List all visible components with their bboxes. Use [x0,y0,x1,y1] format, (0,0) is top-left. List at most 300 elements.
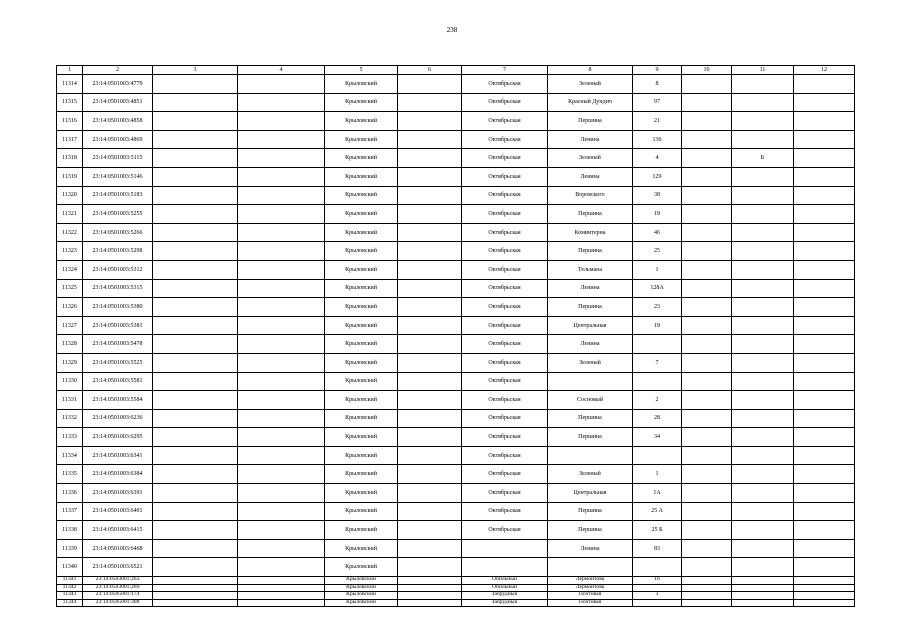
table-cell: 25 [633,242,682,261]
table-cell: 23:14:0501003:6341 [83,446,153,465]
table-cell: Сосновый [548,391,633,410]
table-cell: Октябрьская [462,186,548,205]
table-cell: 34 [633,428,682,447]
column-header: 10 [682,66,732,75]
table-cell [153,353,238,372]
table-cell [153,316,238,335]
table-cell: Октябрьская [462,428,548,447]
table-cell: 11320 [57,186,83,205]
table-cell [398,167,462,186]
table-cell: 23:14:0501003:5298 [83,242,153,261]
table-cell [794,502,855,521]
table-cell [682,93,732,112]
table-cell [238,558,325,577]
table-cell: 11314 [57,75,83,94]
table-cell [398,592,462,600]
table-cell: 25 Б [633,521,682,540]
table-cell [732,599,794,607]
table-cell: 23:14:0501003:6295 [83,428,153,447]
table-cell: 11333 [57,428,83,447]
table-cell [732,428,794,447]
table-cell [398,558,462,577]
table-cell [398,372,462,391]
table-cell [548,446,633,465]
table-row [57,577,855,585]
table-cell: 11321 [57,205,83,224]
table-cell: 38 [633,186,682,205]
table-cell: Октябрьская [462,93,548,112]
table-cell [794,584,855,592]
table-cell: 11319 [57,167,83,186]
table-cell: Октябрьская [462,130,548,149]
table-cell [682,584,732,592]
table-cell [732,577,794,585]
table-cell: Крыловский [325,205,398,224]
table-cell: Крыловский [325,558,398,577]
table-cell [153,521,238,540]
table-cell: Центральная [548,316,633,335]
table-cell [153,205,238,224]
table-cell [153,502,238,521]
column-header: 3 [153,66,238,75]
table-cell: Лермонтова [548,577,633,585]
table-cell: Октябрьская [462,316,548,335]
table-row [57,484,855,503]
table-cell [153,75,238,94]
table-cell: 11338 [57,521,83,540]
table-cell: Запрудный [462,592,548,600]
table-row [57,521,855,540]
table-cell: 23:14:0501003:4851 [83,93,153,112]
table-cell [732,592,794,600]
table-cell [682,279,732,298]
table-cell: Крыловский [325,112,398,131]
table-cell [153,130,238,149]
table-cell: 19 [633,316,682,335]
table-cell: Воровского [548,186,633,205]
table-cell [732,465,794,484]
table-cell [153,242,238,261]
table-cell [238,391,325,410]
table-cell: 19 [633,205,682,224]
table-cell [398,242,462,261]
table-cell [794,279,855,298]
table-cell: Крыловский [325,316,398,335]
table-cell [732,112,794,131]
table-cell [153,584,238,592]
table-cell: 23:14:0503001:269 [83,584,153,592]
table-cell [633,599,682,607]
table-cell: Ленина [548,539,633,558]
table-cell [732,446,794,465]
table-cell: 11329 [57,353,83,372]
table-cell: 11315 [57,93,83,112]
table-cell [633,335,682,354]
table-cell [398,279,462,298]
table-cell [398,391,462,410]
table-cell: 23 [633,298,682,317]
table-cell: Першина [548,298,633,317]
table-cell [682,465,732,484]
table-cell [794,260,855,279]
table-cell [238,446,325,465]
table-cell [153,372,238,391]
table-cell [682,316,732,335]
table-cell: 11336 [57,484,83,503]
table-cell: Крыловский [325,223,398,242]
table-row [57,353,855,372]
table-cell: 11318 [57,149,83,168]
table-cell [153,223,238,242]
table-cell: Запрудный [462,599,548,607]
table-cell: 4 [633,149,682,168]
table-cell [732,353,794,372]
table-cell: Крыловский [325,584,398,592]
table-cell [153,298,238,317]
table-row [57,372,855,391]
table-cell: Крыловский [325,502,398,521]
table-cell: Октябрьская [462,335,548,354]
table-cell: Ленина [548,279,633,298]
table-cell: 11325 [57,279,83,298]
table-cell: 23:14:0501003:5255 [83,205,153,224]
table-cell [682,149,732,168]
table-cell [398,186,462,205]
table-cell [682,260,732,279]
table-cell [398,335,462,354]
table-row [57,599,855,607]
table-cell: 21 [633,112,682,131]
table-cell: 11339 [57,539,83,558]
table-cell [682,186,732,205]
table-cell [238,465,325,484]
table-cell [398,465,462,484]
table-cell: Ленина [548,130,633,149]
table-cell [794,391,855,410]
table-cell: Октябрьская [462,149,548,168]
table-cell [732,205,794,224]
table-cell [238,539,325,558]
table-cell: Октябрьская [462,353,548,372]
table-cell: Крыловский [325,599,398,607]
table-cell [794,446,855,465]
table-cell [732,391,794,410]
table-cell [238,298,325,317]
table-row [57,130,855,149]
table-cell: Октябрьская [462,279,548,298]
table-cell [153,167,238,186]
table-cell [732,558,794,577]
table-cell [794,75,855,94]
table-cell: 130 [633,130,682,149]
table-cell: Крыловский [325,167,398,186]
table-cell [794,599,855,607]
table-cell [153,335,238,354]
table-cell: 23:14:0501003:4869 [83,130,153,149]
table-cell: 23:14:0501003:6468 [83,539,153,558]
table-cell [794,112,855,131]
table-cell [682,353,732,372]
table-cell [682,298,732,317]
table-cell: Крыловский [325,446,398,465]
table-cell [682,372,732,391]
table-row [57,242,855,261]
table-cell: 16 [633,577,682,585]
table-cell [732,167,794,186]
table-cell: 23:14:0501003:5146 [83,167,153,186]
table-cell [238,167,325,186]
table-cell: Зеленый [548,353,633,372]
table-cell: Крыловский [325,592,398,600]
table-cell [682,599,732,607]
table-cell [398,149,462,168]
table-cell [238,521,325,540]
table-cell [794,428,855,447]
table-cell: Октябрьская [462,112,548,131]
table-cell: 11324 [57,260,83,279]
table-cell: Октябрьская [462,446,548,465]
table-cell: 11337 [57,502,83,521]
table-cell [238,242,325,261]
table-row [57,391,855,410]
table-cell: Крыловский [325,539,398,558]
table-cell: 23:14:0501003:6415 [83,521,153,540]
table-cell [238,93,325,112]
table-cell: 23:14:0501003:6401 [83,502,153,521]
table-cell [398,316,462,335]
table-cell: Ленина [548,167,633,186]
table-cell [633,584,682,592]
table-cell [153,391,238,410]
table-cell: Октябрьская [462,465,548,484]
table-cell: 23:14:0501003:6236 [83,409,153,428]
table-cell [398,112,462,131]
table-cell: 11327 [57,316,83,335]
table-cell: Октябрьская [462,205,548,224]
table-row [57,446,855,465]
table-cell [794,130,855,149]
table-cell [398,599,462,607]
table-cell: Зеленый [548,465,633,484]
column-header: 9 [633,66,682,75]
table-row [57,558,855,577]
table-cell: Крыловский [325,149,398,168]
table-cell: Центральная [548,484,633,503]
table-cell: 25 А [633,502,682,521]
table-cell: Обильный [462,577,548,585]
table-cell [238,75,325,94]
table-cell: Ленина [548,335,633,354]
table-cell [794,298,855,317]
table-cell: 11342 [57,584,83,592]
table-cell [794,316,855,335]
table-cell: Крыловский [325,465,398,484]
table-row [57,409,855,428]
table-cell: 1 [633,260,682,279]
table-cell [398,502,462,521]
table-cell [238,279,325,298]
table-row [57,279,855,298]
table-cell: Октябрьская [462,502,548,521]
table-cell: 23:14:0501003:5525 [83,353,153,372]
table-cell [153,428,238,447]
table-cell [462,558,548,577]
page-number: 238 [446,26,458,34]
table-cell [682,409,732,428]
table-row [57,316,855,335]
table-cell [794,592,855,600]
table-cell [153,465,238,484]
table-cell [238,599,325,607]
table-cell: 11323 [57,242,83,261]
table-cell: 23:14:0501003:5115 [83,149,153,168]
table-cell: 11332 [57,409,83,428]
table-cell: Крыловский [325,279,398,298]
table-cell [794,521,855,540]
table-cell [153,539,238,558]
table-cell: Зеленый [548,75,633,94]
table-cell [732,316,794,335]
table-cell [732,279,794,298]
table-row [57,149,855,168]
table-cell: Крыловский [325,260,398,279]
table-cell [682,577,732,585]
table-cell [732,584,794,592]
table-cell [682,130,732,149]
table-cell: 1А [633,484,682,503]
table-cell [682,502,732,521]
table-cell [153,93,238,112]
table-cell: Першина [548,242,633,261]
table-cell: 2 [633,391,682,410]
table-cell [794,149,855,168]
table-cell [732,93,794,112]
table-cell: Крыловский [325,93,398,112]
table-cell: Октябрьская [462,223,548,242]
table-cell: 23:14:0501003:5584 [83,391,153,410]
table-cell [238,335,325,354]
table-cell [398,130,462,149]
table-row [57,335,855,354]
table-cell: 11343 [57,592,83,600]
table-cell [238,223,325,242]
table-cell [794,242,855,261]
register-table [56,65,855,607]
column-header: 8 [548,66,633,75]
table-cell: Крыловский [325,409,398,428]
column-header: 12 [794,66,855,75]
table-row [57,592,855,600]
table-cell [398,409,462,428]
table-cell: 23:14:0501003:5315 [83,279,153,298]
table-cell [794,372,855,391]
table-cell [732,260,794,279]
table-cell [794,539,855,558]
table-cell [794,186,855,205]
table-row [57,75,855,94]
table-cell [633,372,682,391]
table-cell [732,409,794,428]
table-cell: 8 [633,75,682,94]
table-cell [238,130,325,149]
table-cell: Октябрьская [462,298,548,317]
table-cell: Крыловский [325,428,398,447]
table-cell: 1 [633,465,682,484]
table-cell: Почтовая [548,592,633,600]
table-cell: 128А [633,279,682,298]
table-cell: 23:14:0501003:5266 [83,223,153,242]
table-cell [732,186,794,205]
table-cell: Крыловский [325,335,398,354]
column-header: 4 [238,66,325,75]
table-cell [398,428,462,447]
table-row [57,298,855,317]
table-cell [153,592,238,600]
table-cell [238,409,325,428]
table-cell [794,484,855,503]
table-cell: Першина [548,205,633,224]
table-row [57,93,855,112]
table-cell: Октябрьская [462,260,548,279]
table-cell: Октябрьская [462,242,548,261]
table-cell [682,558,732,577]
table-cell [153,279,238,298]
table-cell: 11335 [57,465,83,484]
table-row [57,186,855,205]
table-cell [398,577,462,585]
table-cell [462,539,548,558]
column-header: 6 [398,66,462,75]
table-cell: Октябрьская [462,372,548,391]
table-cell: Крыловский [325,353,398,372]
table-cell [398,93,462,112]
table-cell [153,409,238,428]
table-cell: 11330 [57,372,83,391]
table-cell [398,446,462,465]
table-cell: Крыловский [325,484,398,503]
table-cell [794,353,855,372]
table-cell: 11328 [57,335,83,354]
table-cell [633,558,682,577]
table-cell [153,112,238,131]
table-row [57,167,855,186]
table-cell: Лермонтова [548,584,633,592]
table-cell: 11317 [57,130,83,149]
table-cell [682,446,732,465]
table-cell: Б [732,149,794,168]
table-cell [398,353,462,372]
table-cell [633,446,682,465]
table-cell: Зеленый [548,149,633,168]
table-cell [153,446,238,465]
table-cell [398,75,462,94]
table-cell [238,428,325,447]
table-cell [548,558,633,577]
column-header: 1 [57,66,83,75]
table-cell [398,205,462,224]
table-cell [238,592,325,600]
table-cell: 83 [633,539,682,558]
table-row [57,223,855,242]
table-cell: Обильный [462,584,548,592]
table-cell [682,539,732,558]
table-cell: 97 [633,93,682,112]
column-header: 7 [462,66,548,75]
table-cell: Тельмана [548,260,633,279]
table-cell: 11344 [57,599,83,607]
table-cell [682,242,732,261]
table-cell [794,205,855,224]
